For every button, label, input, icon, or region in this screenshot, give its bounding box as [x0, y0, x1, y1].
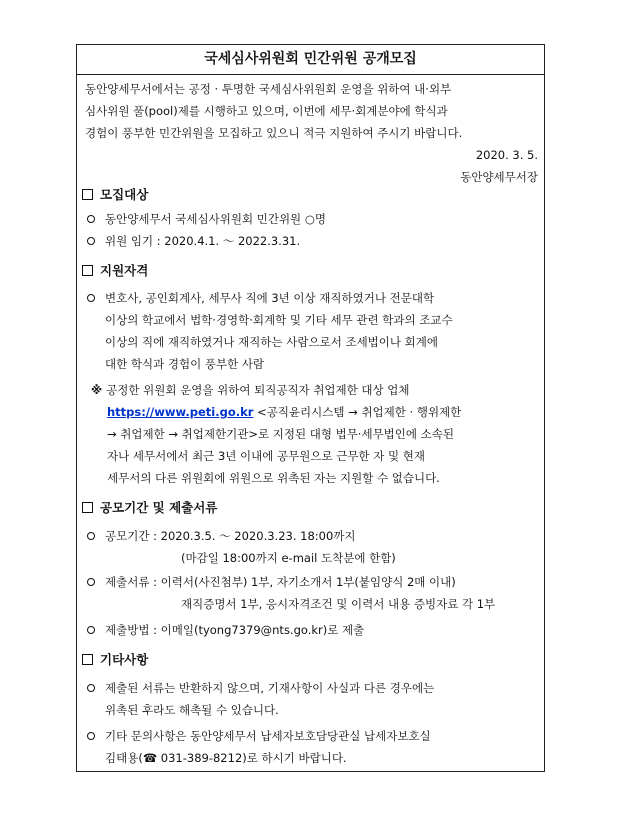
section-period-and-documents: 공모기간 및 제출서류: [82, 497, 217, 519]
square-box-icon: [82, 502, 93, 513]
section-eligibility: 지원자격: [82, 260, 148, 282]
circle-bullet-icon: [87, 532, 95, 540]
note-line: 자나 세무서에서 최근 3년 이내에 공무원으로 근무한 자 및 현재: [107, 449, 425, 463]
square-box-icon: [82, 189, 93, 200]
list-item: 제출서류 : 이력서(사진첨부) 1부, 자기소개서 1부(붙임양식 2매 이내): [87, 571, 456, 593]
list-item: 공모기간 : 2020.3.5. ～ 2020.3.23. 18:00까지: [87, 525, 356, 547]
list-item-continuation: 위촉된 후라도 해촉될 수 있습니다.: [105, 703, 279, 717]
note-line: → 취업제한 → 취업제한기관>로 지정된 대형 법무·세무법인에 소속된: [107, 427, 454, 441]
list-item: 동안양세무서 국세심사위원회 민간위원 ○명: [87, 208, 326, 230]
section-other: 기타사항: [82, 649, 148, 671]
square-box-icon: [82, 654, 93, 665]
circle-bullet-icon: [87, 294, 95, 302]
circle-bullet-icon: [87, 684, 95, 692]
circle-bullet-icon: [87, 578, 95, 586]
page-title: 국세심사위원회 민간위원 공개모집: [77, 45, 544, 75]
note-mark: ※: [91, 383, 103, 397]
list-item: 변호사, 공인회계사, 세무사 직에 3년 이상 재직하였거나 전문대학: [87, 287, 434, 309]
square-box-icon: [82, 265, 93, 276]
list-item: 제출된 서류는 반환하지 않으며, 기재사항이 사실과 다른 경우에는: [87, 677, 434, 699]
list-item-continuation: 대한 학식과 경험이 풍부한 사람: [105, 357, 265, 371]
list-item-continuation: 김태용(☎ 031-389-8212)로 하시기 바랍니다.: [105, 751, 347, 765]
notice-frame: [76, 44, 545, 772]
intro-line-3: 경험이 풍부한 민간위원을 모집하고 있으니 적극 지원하여 주시기 바랍니다.: [85, 126, 463, 140]
circle-bullet-icon: [87, 626, 95, 634]
notice-date: 2020. 3. 5.: [475, 148, 538, 162]
circle-bullet-icon: [87, 237, 95, 245]
note-line: 세무서의 다른 위원회에 위원으로 위촉된 자는 지원할 수 없습니다.: [107, 471, 440, 485]
circle-bullet-icon: [87, 215, 95, 223]
intro-line-2: 심사위원 풀(pool)제를 시행하고 있으며, 이번에 세무·회계분야에 학식과: [85, 104, 448, 118]
list-item: 제출방법 : 이메일(tyong7379@nts.go.kr)로 제출: [87, 619, 364, 641]
notice-issuer: 동안양세무서장: [460, 170, 538, 184]
circle-bullet-icon: [87, 732, 95, 740]
list-item: 기타 문의사항은 동안양세무서 납세자보호담당관실 납세자보호실: [87, 725, 431, 747]
section-recruitment-target: 모집대상: [82, 184, 148, 206]
intro-line-1: 동안양세무서에서는 공정 · 투명한 국세심사위원회 운영을 위하여 내·외부: [85, 82, 452, 96]
note-line: https://www.peti.go.kr <공직윤리시스템 → 취업제한 · 행위제한: [107, 405, 462, 419]
period-note: (마감일 18:00까지 e-mail 도착분에 한함): [181, 551, 396, 565]
list-item-continuation: 이상의 학교에서 법학·경영학·회계학 및 기타 세무 관련 학과의 조교수: [105, 313, 453, 327]
list-item-continuation: 이상의 직에 재직하였거나 재직하는 사람으로서 조세법이나 회계에: [105, 335, 438, 349]
peti-link[interactable]: https://www.peti.go.kr: [107, 405, 254, 419]
note: ※ 공정한 위원회 운영을 위하여 퇴직공직자 취업제한 대상 업체: [91, 383, 410, 397]
submission-email: 이메일(tyong7379@nts.go.kr)로 제출: [160, 623, 365, 637]
list-item: 위원 임기 : 2020.4.1. ～ 2022.3.31.: [87, 230, 300, 252]
docs-line-2: 재직증명서 1부, 응시자격조건 및 이력서 내용 증빙자료 각 1부: [181, 597, 496, 611]
